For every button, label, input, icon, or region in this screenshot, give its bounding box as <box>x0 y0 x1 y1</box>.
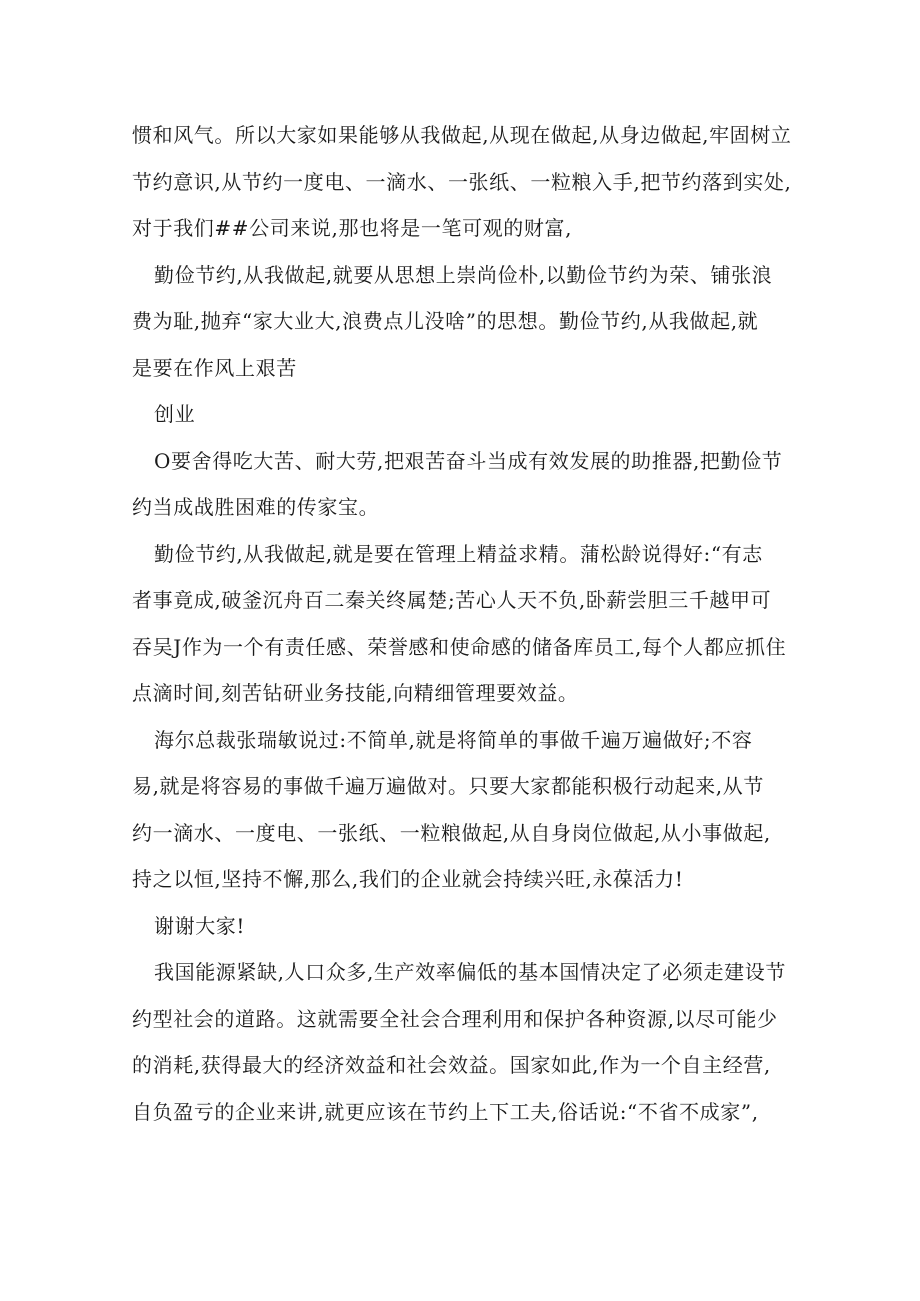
document-body <box>132 112 812 1135</box>
text-line: 约型社会的道路。这就需要全社会合理利用和保护各种资源,以尽可能少 <box>132 1006 778 1031</box>
text-line: 点滴时间,刻苦钻研业务技能,向精细管理要效益。 <box>132 681 579 705</box>
paragraph-first-line: 我国能源紧缺,人口众多,生产效率偏低的基本国情决定了必须走建设节 <box>154 960 786 984</box>
text-line: 约一滴水、一度电、一张纸、一粒粮做起,从自身岗位做起,从小事做起, <box>132 820 771 845</box>
paragraph-first-line: 勤俭节约,从我做起,就要从思想上崇尚俭朴,以勤俭节约为荣、铺张浪 <box>154 262 773 287</box>
text-line: 持之以恒,坚持不懈,那么,我们的企业就会持续兴旺,永葆活力! <box>132 867 684 891</box>
text-line: 自负盈亏的企业来讲,就更应该在节约上下工夫,俗话说:“不省不成家”, <box>132 1099 759 1124</box>
paragraph-first-line: 勤俭节约,从我做起,就是要在管理上精益求精。蒲松龄说得好:“有志 <box>154 541 763 566</box>
paragraph-first-line: 海尔总裁张瑞敏说过:不简单,就是将简单的事做千遍万遍做好;不容 <box>154 727 753 752</box>
text-line: 对于我们##公司来说,那也将是一笔可观的财富, <box>132 216 573 240</box>
text-line: 节约意识,从节约一度电、一滴水、一张纸、一粒粮入手,把节约落到实处, <box>132 169 792 194</box>
paragraph-first-line: 创业 <box>154 402 196 426</box>
text-line: 约当成战胜困难的传家宝。 <box>132 495 380 519</box>
text-line: 是要在作风上艰苦 <box>132 355 297 380</box>
paragraph-first-line: 谢谢大家! <box>154 913 246 938</box>
paragraph-first-line: O要舍得吃大苦、耐大劳,把艰苦奋斗当成有效发展的助推器,把勤俭节 <box>154 448 783 473</box>
text-line: 吞吴J作为一个有责任感、荣誉感和使命感的储备库员工,每个人都应抓住 <box>132 634 787 659</box>
text-line: 者事竟成,破釜沉舟百二秦关终属楚;苦心人天不负,卧薪尝胆三千越甲可 <box>132 588 772 612</box>
text-line: 易,就是将容易的事做千遍万遍做对。只要大家都能积极行动起来,从节 <box>132 774 764 798</box>
text-line: 惯和风气。所以大家如果能够从我做起,从现在做起,从身边做起,牢固树立 <box>132 123 792 147</box>
text-line: 的消耗,获得最大的经济效益和社会效益。国家如此,作为一个自主经营, <box>132 1053 771 1077</box>
text-line: 费为耻,抛弃“家大业大,浪费点儿没啥”的思想。勤俭节约,从我做起,就 <box>132 309 759 333</box>
